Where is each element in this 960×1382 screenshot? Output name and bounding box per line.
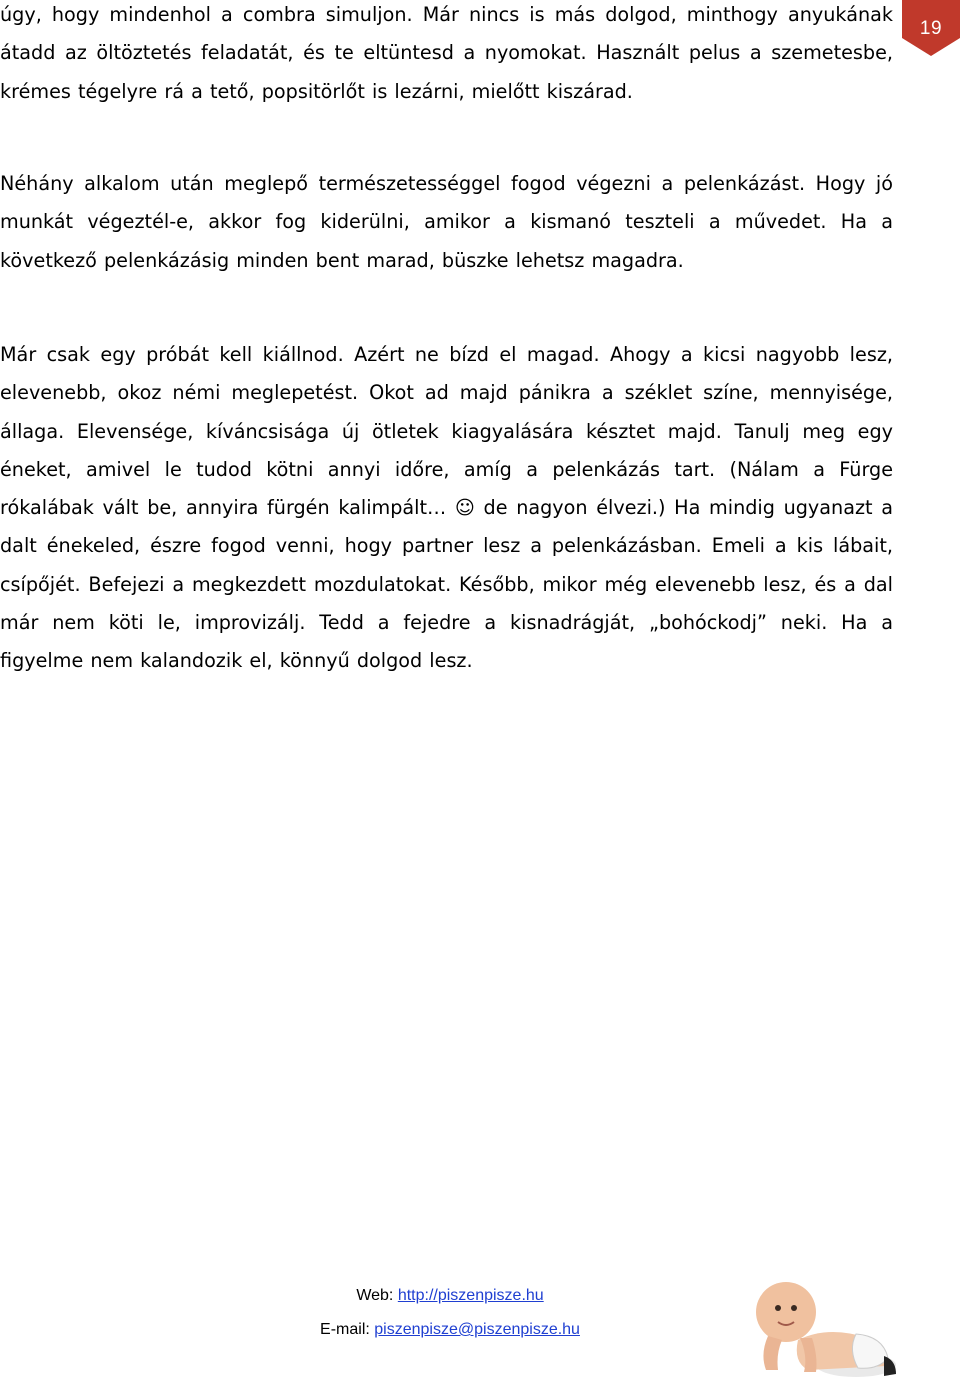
footer-email-label: E-mail: [320,1321,375,1338]
paragraph-3: Már csak egy próbát kell kiállnod. Azért ne bízd el magad. Ahogy a kicsi nagyobb lesz, elevenebb, okoz némi meglepetést. Okot ad majd pánikra a széklet színe, mennyisége, állaga. Elevensége, kíváncsisága új ötletek kiagyalására késztet majd. Tanulj meg egy éneket, amivel le tudod kötni annyi időre, amíg a pelenkázás tart. (Nálam a Fürge rókalábak vált be, annyira fürgén kalimpált… ☺ de nagyon élvezi.) Ha mindig ugyanazt a dalt énekeled, észre fogod venni, hogy partner lesz a pelenkázásban. Emeli a kis lábait, csípőjét. Befejezi a megkezdett mozdulatokat. Később, mikor még elevenebb lesz, és a dal már nem köti le, improvizálj. Tedd a fejedre a kisnadrágját, „bohóckodj” neki. Ha a figyelme nem kalandozik el, könnyű dolgod lesz. [0,343,893,673]
footer-web [290,1287,610,1305]
paragraph-2: Néhány alkalom után meglepő természetességgel fogod végezni a pelenkázást. Hogy jó munkát végeztél-e, akkor fog kiderülni, amikor a kismanó teszteli a művedet. Ha a következő pelenkázásig minden bent marad, büszke lehetsz magadra. [0,172,893,272]
baby-photo [738,1270,898,1378]
footer-email-link[interactable]: piszenpisze@piszenpisze.hu [374,1321,580,1338]
page-number: 19 [919,18,943,39]
footer-web-label: Web: [356,1287,398,1304]
footer-email [290,1321,610,1339]
footer-web-link[interactable]: http://piszenpisze.hu [397,1287,544,1304]
paragraph-1: úgy, hogy mindenhol a combra simuljon. Már nincs is más dolgod, minthogy anyukának átadd az öltöztetés feladatát, és te eltüntesd a nyomokat. Használt pelus a szemetesbe, krémes tégelyre rá a tető, popsitörlőt is lezárni, mielőtt kiszárad. [0,3,893,103]
